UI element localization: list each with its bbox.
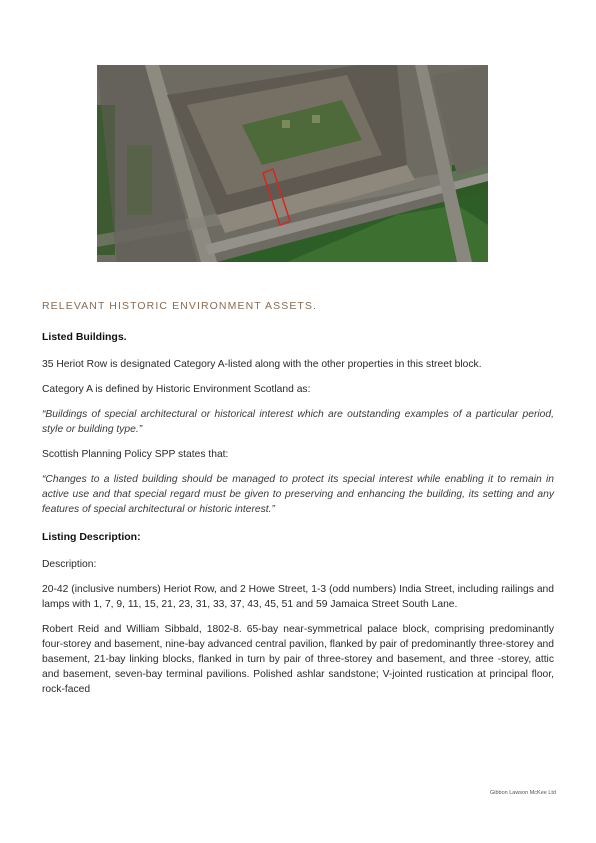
spp-intro: Scottish Planning Policy SPP states that: — [42, 449, 229, 460]
section-heading: RELEVANT HISTORIC ENVIRONMENT ASSETS. — [42, 300, 318, 312]
description-addresses: 20-42 (inclusive numbers) Heriot Row, and 2 Howe Street, 1-3 (odd numbers) India Street, including railings and lamps with 1, 7, 9, 11, 15, 21, 23, 31, 33, 37, 43, 45, 51 and 59 Jamaica Street South Lane. — [42, 584, 554, 610]
listing-description-heading: Listing Description: — [42, 531, 141, 543]
listed-buildings-heading: Listed Buildings. — [42, 331, 127, 343]
aerial-site-photo — [97, 65, 488, 262]
description-label: Description: — [42, 559, 97, 570]
footer-company: Gibbon Lawson McKee Ltd — [489, 790, 556, 796]
category-a-definition-quote: “Buildings of special architectural or historical interest which are outstanding examples of a particular period, style or building type.” — [42, 409, 554, 435]
listed-status-paragraph: 35 Heriot Row is designated Category A-listed along with the other properties in this street block. — [42, 359, 482, 370]
category-a-intro: Category A is defined by Historic Environment Scotland as: — [42, 384, 311, 395]
document-body — [42, 300, 554, 707]
description-architecture: Robert Reid and William Sibbald, 1802-8. 65-bay near-symmetrical palace block, comprising predominantly four-storey and basement, nine-bay advanced central pavilion, flanked by pair of predominantly three-storey and basement, 21-bay linking blocks, flanked in turn by pair of three-storey and basement, and three -storey, attic and basement, seven-bay terminal pavilions. Polished ashlar sandstone; V-jointed rustication at principal floor, rock-faced — [42, 624, 554, 695]
spp-quote: “Changes to a listed building should be managed to protect its special interest while enabling it to remain in active use and that special regard must be given to preserving and enhancing the building, its setting and any features of special architectural or historic interest.” — [42, 474, 554, 515]
